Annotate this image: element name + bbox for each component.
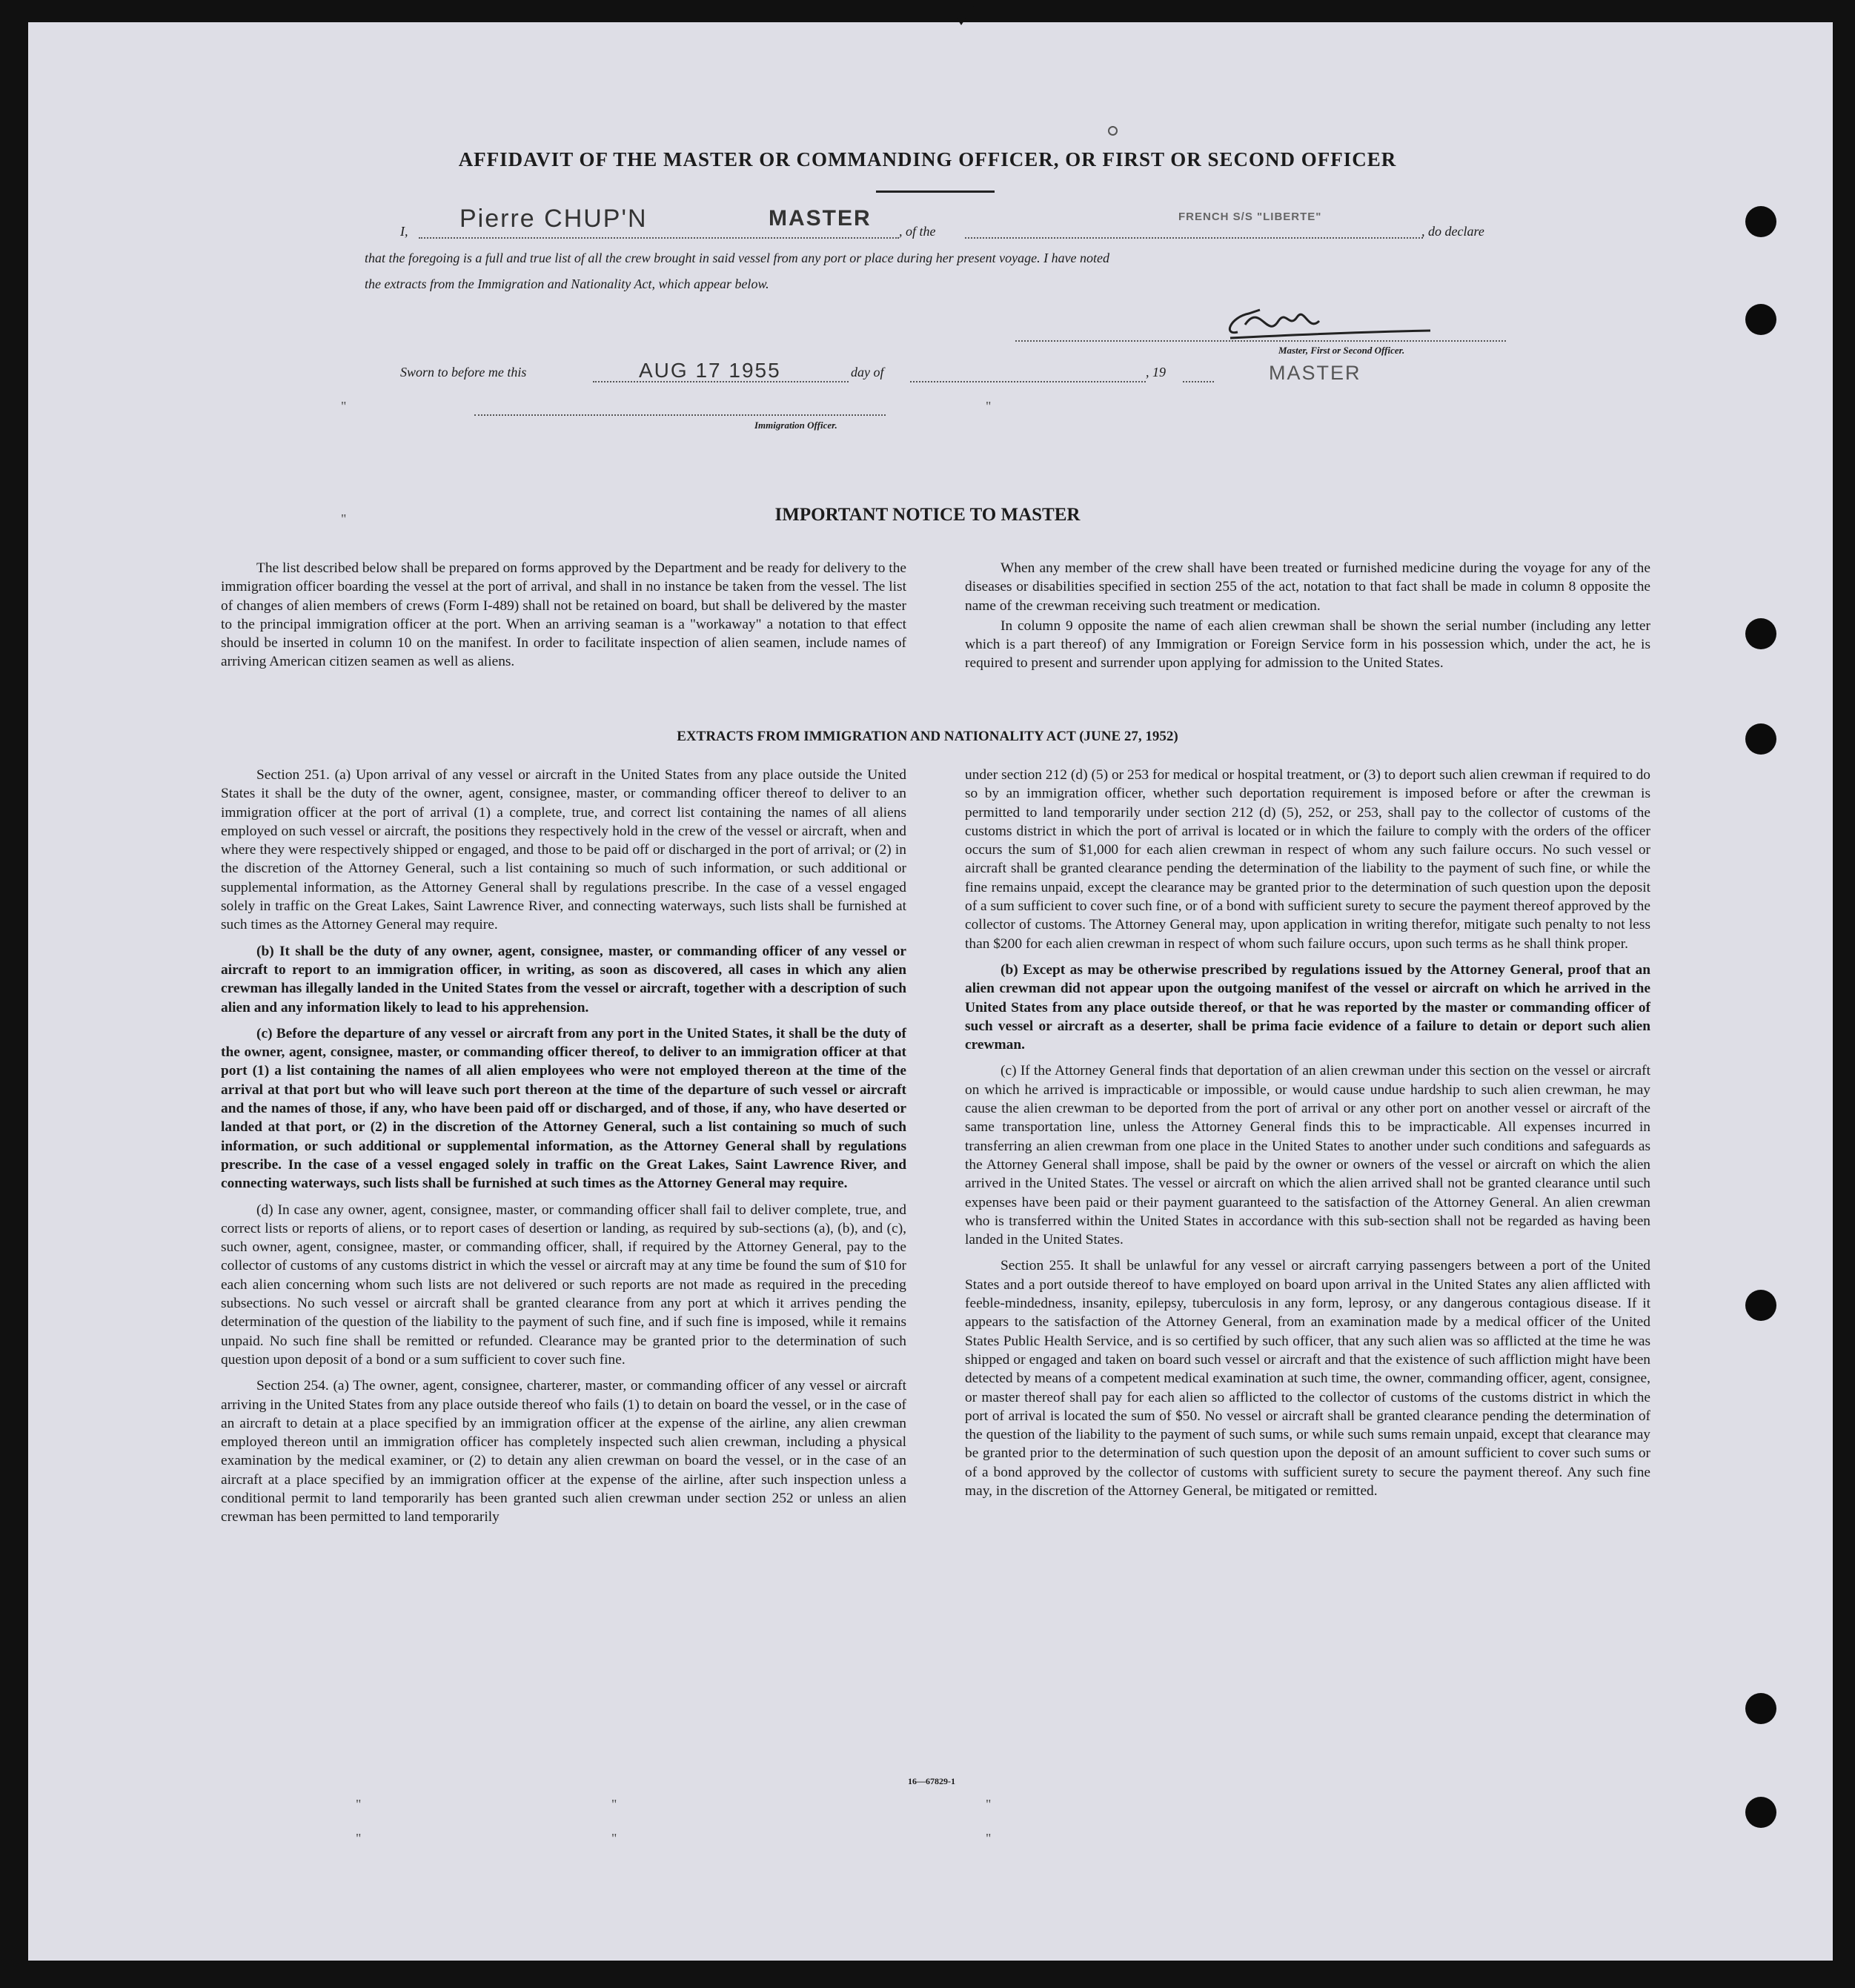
extracts-heading: EXTRACTS FROM IMMIGRATION AND NATIONALITY ACT (JUNE 27, 1952): [677, 729, 1178, 744]
officer-line: [474, 413, 886, 416]
day-of-label: day of: [851, 365, 884, 380]
section-paragraph: Section 254. (a) The owner, agent, consignee, charterer, master, or commanding officer of any vessel or aircraft arriving in the United States from any place outside thereof who fails (1) to detain on board the vessel, or in the case of an aircraft to detain at a place specified by an immigration officer at the expense of the airline, any alien crewman employed thereon until an immigration officer has completely inspected such alien crewman, including a physical examination by the medical examiner, or (2) to detain any alien crewman on board the vessel, or in the case of an aircraft at a place specified by an immigration officer at the expense of the airline, after such inspection unless a conditional permit to land temporarily has been granted such alien crewman under section 252 or unless an alien crewman has been permitted to land temporarily: [221, 1378, 906, 1525]
section-paragraph: Section 255. It shall be unlawful for any vessel or aircraft carrying passengers between a port of the United States and a port outside thereof to have employed on board upon arrival in the United States any alien afflicted with feeble-mindedness, insanity, epilepsy, tuberculosis in any form, leprosy, or any dangerous contagious disease. If it appears to the satisfaction of the Attorney General, from an examination made by a medical officer of the United States Public Health Service, and is so certified by such officer, that any such alien was so afflicted at the time he was shipped or engaged and taken on board such vessel or aircraft and that the existence of such affliction might have been detected by means of a competent medical examination at such time, the owner, commanding officer, agent, consignee, or master thereof shall pay for each alien so afflicted to the collector of customs of the customs district in which the port of arrival is located the sum of $50. No vessel or aircraft shall be granted clearance pending the determination of the question of the liability to the payment of such sums, or while such sums remain unpaid, except that clearance may be granted prior to the determination of such question upon the deposit of an amount sufficient to cover such sums or of a bond approved by the collector of customs with sufficient surety to secure the payment thereof. Any such fine may, in the discretion of the Attorney General, be mitigated or remitted.: [965, 1258, 1650, 1499]
month-line: [910, 380, 1146, 382]
ditto-mark: ": [341, 511, 347, 526]
section-paragraph: Section 251. (a) Upon arrival of any vessel or aircraft in the United States from any place outside the United States it shall be the duty of the owner, agent, consignee, master, or commanding officer thereof to deliver to an immigration officer at the port of arrival (1) a complete, true, and correct list containing the names of all aliens employed on such vessel or aircraft, the positions they respectively hold in the crew of the vessel or aircraft, when and where they were respectively shipped or engaged, and those to be paid off or discharged in the port of arrival; or (2) in the discretion of the Attorney General, such a list containing so much of such information, or such additional or supplemental information, as the Attorney General shall by regulations prescribe. In the case of a vessel engaged solely in traffic on the Great Lakes, Saint Lawrence River, and connecting waterways, such lists shall be furnished at such times as the Attorney General may require.: [221, 767, 906, 933]
extracts-left-column: [221, 766, 906, 1534]
master-stamp: MASTER: [1269, 362, 1361, 384]
title-rule: [876, 190, 995, 193]
year-label: , 19: [1146, 365, 1166, 380]
of-the-label: , of the: [899, 224, 936, 239]
notice-left-column: [221, 559, 906, 679]
ditto-mark: ": [341, 399, 347, 414]
page-notch: [945, 0, 978, 25]
date-stamp: AUG 17 1955: [639, 359, 781, 382]
section-paragraph: (b) It shall be the duty of any owner, agent, consignee, master, or commanding officer of any vessel or aircraft to report to an immigration officer, in writing, as soon as discovered, all cases in which any alien crewman has illegally landed in the United States from the vessel or aircraft, together with a description of such alien and any information likely to lead to his apprehension.: [221, 943, 906, 1015]
section-paragraph: (c) Before the departure of any vessel or aircraft from any port in the United States, it shall be the duty of the owner, agent, consignee, master, or commanding officer thereof, to deliver to an immigration officer at that port (1) a list containing the names of all alien employees who were not employed thereon at the time of the arrival at that port but who will leave such port thereon at the time of the departure of such vessel or aircraft and the names of those, if any, who have been paid off or discharged, and of those, if any, who have deserted or landed at that port, or (2) in the discretion of the Attorney General, such a list containing so much of such information, or such additional or supplemental information, as the Attorney General shall by regulations prescribe. In the case of a vessel engaged solely in traffic on the Great Lakes, Saint Lawrence River, and connecting waterways, such lists shall be furnished at such times as the Attorney General may require.: [221, 1025, 906, 1192]
section-paragraph: (d) In case any owner, agent, consignee, master, or commanding officer shall fail to deliver complete, true, and correct lists or reports of aliens, or to report cases of desertion or landing, as required by sub-sections (a), (b), and (c), such owner, agent, consignee, master, or commanding officer, shall, if required by the Attorney General, pay to the collector of customs of any customs district in which the vessel or aircraft may at any time be found the sum of $10 for each alien concerning whom such lists are not delivered or such reports are not made as required in the preceding subsections. No such vessel or aircraft shall be granted clearance from any port at which it arrives pending the determination of the question of the liability to the payment of such fine, and if such fine is imposed, while it remains unpaid. No such fine shall be remitted or refunded. Clearance may be granted prior to the determination of such question upon deposit of a bond or a sum sufficient to cover such fine.: [221, 1202, 906, 1368]
sworn-label: Sworn to before me this: [400, 365, 527, 380]
ditto-mark: ": [611, 1797, 617, 1812]
role-stamp: MASTER: [769, 206, 872, 231]
name-line: [419, 236, 899, 239]
punch-mark: [1108, 126, 1118, 136]
do-declare-label: , do declare: [1421, 224, 1484, 239]
binder-hole: [1745, 1290, 1776, 1321]
notice-right-column: [965, 559, 1650, 680]
notice-heading: IMPORTANT NOTICE TO MASTER: [774, 505, 1081, 525]
section-paragraph: (c) If the Attorney General finds that deportation of an alien crewman under this section on the vessel or aircraft on which he arrived is impracticable or impossible, or would cause undue hardship to such alien crewman, he may cause the alien crewman to be deported from the port of arrival or any other port on another vessel or aircraft of the same transportation line, unless the Attorney General finds this to be impracticable. All expenses incurred in transferring an alien crewman from one place in the United States to another under such conditions and safeguards as the Attorney General shall impose, shall be paid by the owner or owners of the vessel or aircraft on which the alien arrived in the United States. The vessel or aircraft on which the alien arrived shall not be granted clearance until such expenses have been paid or their payment guaranteed to the satisfaction of the Attorney General. An alien crewman who is transferred within the United States in accordance with this sub-section shall not be regarded as having been landed in the United States.: [965, 1063, 1650, 1248]
year-line: [1183, 380, 1214, 382]
ditto-mark: ": [356, 1831, 362, 1846]
form-number: 16—67829-1: [908, 1776, 955, 1786]
declaration-prefix: I,: [400, 224, 408, 239]
declaration-line-2: that the foregoing is a full and true list of all the crew brought in said vessel from any port or place during her present voyage. I have noted: [365, 251, 1110, 265]
ditto-mark: ": [986, 1831, 992, 1846]
ditto-mark: ": [356, 1797, 362, 1812]
binder-hole: [1745, 1797, 1776, 1828]
officer-caption: Immigration Officer.: [754, 420, 837, 431]
signature-caption: Master, First or Second Officer.: [1278, 345, 1405, 356]
extracts-right-column: [965, 766, 1650, 1508]
notice-paragraph: When any member of the crew shall have been treated or furnished medicine during the voyage for any of the diseases or disabilities specified in section 255 of the act, notation to that fact shall be made in column 8 opposite the name of the crewman receiving such treatment or medication.: [965, 560, 1650, 614]
vessel-line: [965, 236, 1423, 239]
declaration-line-3: the extracts from the Immigration and Nationality Act, which appear below.: [365, 276, 769, 291]
notice-paragraph: The list described below shall be prepared on forms approved by the Department and be ready for delivery to the immigration officer boarding the vessel at the port of arrival, and shall in no instance be taken from the vessel. The list of changes of alien members of crews (Form I-489) shall not be retained on board, but shall be delivered by the master to the principal immigration officer at the port. When an arriving seaman is a "workaway" a notation to that effect should be inserted in column 10 on the manifest. In order to facilitate inspection of alien seamen, include names of arriving American citizen seamen as well as aliens.: [221, 560, 906, 670]
binder-hole: [1745, 618, 1776, 649]
notice-paragraph: In column 9 opposite the name of each alien crewman shall be shown the serial number (including any letter which is a part thereof) of any Immigration or Foreign Service form in his possession which, under the act, he is required to present and surrender upon applying for admission to the United States.: [965, 617, 1650, 672]
vessel-stamp: FRENCH S/S "LIBERTE": [1178, 211, 1322, 223]
section-paragraph: (b) Except as may be otherwise prescribed by regulations issued by the Attorney General, proof that an alien crewman did not appear upon the outgoing manifest of the vessel or aircraft on which he arrived in the United States from any place outside thereof, or that he was reported by the master or commanding officer of such vessel or aircraft as a deserter, shall be prima facie evidence of a failure to detain or deport such alien crewman.: [965, 961, 1650, 1053]
binder-hole: [1745, 1693, 1776, 1724]
form-title: AFFIDAVIT OF THE MASTER OR COMMANDING OFFICER, OR FIRST OR SECOND OFFICER: [458, 148, 1397, 170]
section-paragraph: under section 212 (d) (5) or 253 for medical or hospital treatment, or (3) to deport such alien crewman if required to do so by an immigration officer, whether such deportation requirement is imposed before or after the crewman is permitted to land temporarily under section 212 (d) (5), 252, or 253, shall pay to the collector of customs of the customs district in which the port of arrival is located or in which the failure to comply with the orders of the officer occurs the sum of $1,000 for each alien crewman in respect of whom any such failure occurs. No such vessel or aircraft shall be granted clearance pending the determination of the liability to the payment of such fine, or while the fine remains unpaid, except the clearance may be granted prior to the determination of such question upon the deposit of a sum sufficient to cover such fine, or of a bond with sufficient surety to secure the payment thereof approved by the collector of customs. The Attorney General may, upon application in writing therefor, mitigate such penalty to not less than $200 for each alien crewman in respect of whom such failure occurs, upon such terms as he shall think proper.: [965, 767, 1650, 952]
ditto-mark: ": [986, 1797, 992, 1812]
signature-line: [1015, 339, 1506, 342]
binder-hole: [1745, 206, 1776, 237]
binder-hole: [1745, 304, 1776, 335]
master-name: Pierre CHUP'N: [459, 205, 648, 233]
ditto-mark: ": [611, 1831, 617, 1846]
ditto-mark: ": [986, 399, 992, 414]
